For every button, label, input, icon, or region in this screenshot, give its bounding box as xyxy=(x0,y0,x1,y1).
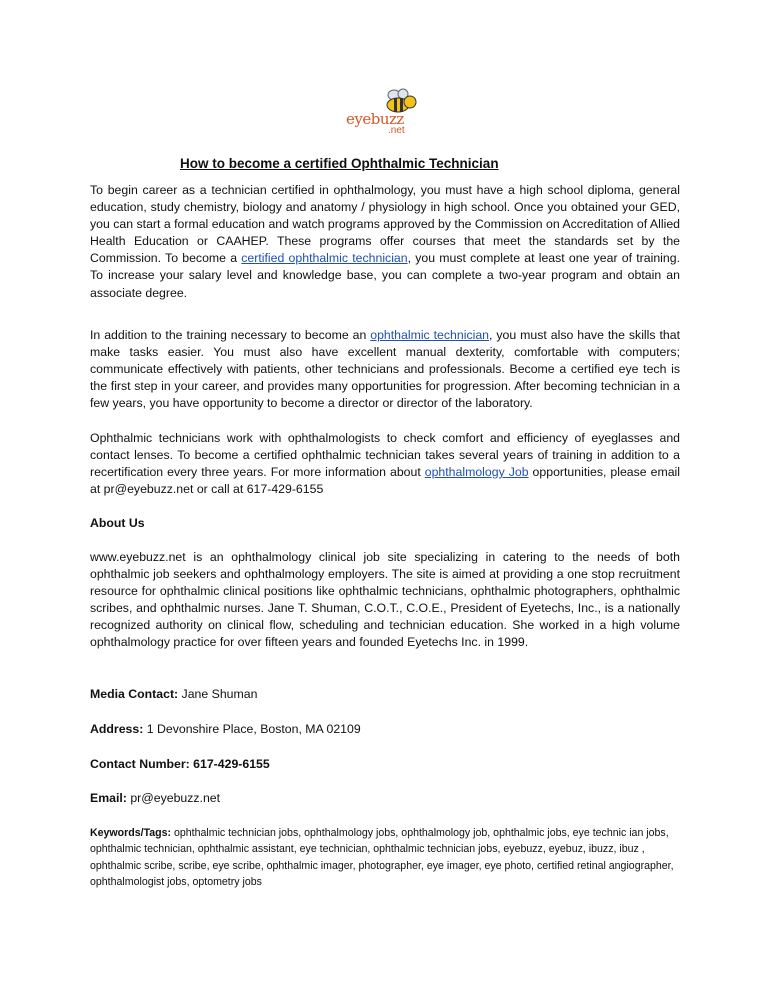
page-title: How to become a certified Ophthalmic Technician xyxy=(180,156,499,171)
certified-ophthalmic-technician-link[interactable]: certified ophthalmic technician xyxy=(241,251,408,266)
keywords: Keywords/Tags: ophthalmic technician jobs, ophthalmology jobs, ophthalmology job, ophthalmic jobs, eye technic ian jobs, ophthalmic technician, ophthalmic assistant, eye technician, ophthalmic technician jobs, eyebuzz, eyebuz, ibuzz, ibuz , ophthalmic scribe, scribe, eye scribe, ophthalmic imager, photographer, eye imager, eye photo, certified retinal angiographer, ophthalmologist jobs, optometry jobs xyxy=(90,827,674,888)
address: Address: 1 Devonshire Place, Boston, MA 02109 xyxy=(90,722,361,736)
certification-paragraph: Ophthalmic technicians work with ophthalmologists to check comfort and efficiency of eyeglasses and contact lenses. To become a certified ophthalmic technician takes several years of training in addition to a recertification every three years. For more information about ophthalmology Job opportunities, please email at pr@eyebuzz.net or call at 617-429-6155 xyxy=(90,431,681,497)
about-heading: About Us xyxy=(90,516,145,530)
skills-paragraph: In addition to the training necessary to become an ophthalmic technician, you must also have the skills that make tasks easier. You must also have excellent manual dexterity, comfortable with computers; communicate effectively with patients, other technicians and professionals. Become a certified eye tech is the first step in your career, and provides many opportunities for progression. After becoming technician in a few years, you have opportunity to become a director or director of the laboratory. xyxy=(90,328,680,411)
eyebuzz-logo: eyebuzz .net xyxy=(346,88,426,138)
email: Email: pr@eyebuzz.net xyxy=(90,791,221,805)
media-contact: Media Contact: Jane Shuman xyxy=(90,687,258,701)
intro-paragraph: To begin career as a technician certified in ophthalmology, you must have a high school diploma, general education, study chemistry, biology and anatomy / physiology in high school. Once you obtained your GED, you can start a formal education and watch programs approved by the Commission on Accreditation of Allied Health Education or CAAHEP. These programs offer courses that meet the standards set by the Commission. To become a certified ophthalmic technician, you must complete at least one year of training. To increase your salary level and knowledge base, you can complete a two-year program and obtain an associate degree. xyxy=(90,183,680,300)
contact-number: Contact Number: 617-429-6155 xyxy=(90,757,270,771)
ophthalmic-technician-link[interactable]: ophthalmic technician xyxy=(370,328,490,342)
ophthalmology-job-link[interactable]: ophthalmology Job xyxy=(424,465,529,480)
about-paragraph: www.eyebuzz.net is an ophthalmology clinical job site specializing in catering to the needs of both ophthalmic job seekers and ophthalmology employers. The site is aimed at providing a one stop recruitment resource for ophthalmic clinical positions like ophthalmic technicians, ophthalmic photographers, ophthalmic scribes, and ophthalmic nurses. Jane T. Shuman, C.O.T., C.O.E., President of Eyetechs, Inc., is a nationally recognized authority on clinical flow, scheduling and technician education. She worked in a high volume ophthalmology practice for over fifteen years and founded Eyetechs Inc. in 1999. xyxy=(90,550,680,650)
